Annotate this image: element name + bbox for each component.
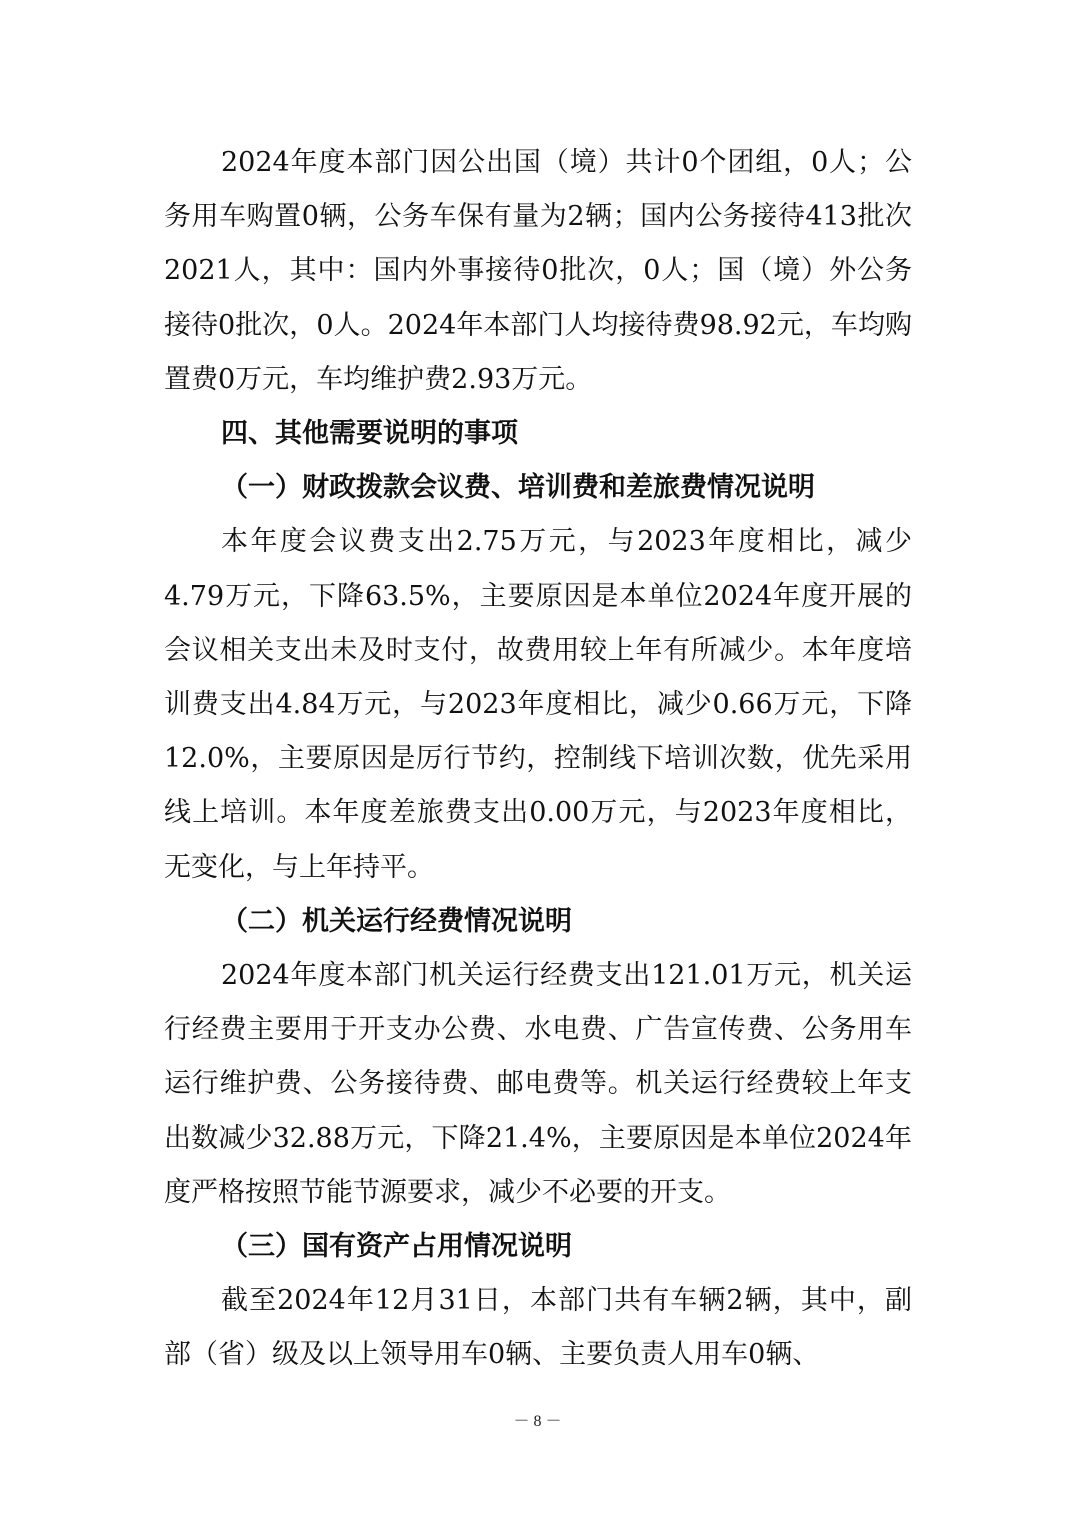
paragraph-state-assets: 截至2024年12月31日，本部门共有车辆2辆，其中，副部（省）级及以上领导用车0辆、主要负责人用车0辆、: [164, 1285, 912, 1371]
page-number: － 8 －: [513, 1413, 562, 1430]
subsection-2-title: （二）机关运行经费情况说明: [221, 905, 572, 937]
section-4-title: 四、其他需要说明的事项: [221, 418, 518, 450]
subsection-3-title: （三）国有资产占用情况说明: [221, 1231, 572, 1263]
document-body: [164, 136, 912, 1383]
paragraph-meeting-training-travel: 本年度会议费支出2.75万元，与2023年度相比，减少4.79万元，下降63.5%，主要原因是本单位2024年度开展的会议相关支出未及时支付，故费用较上年有所减少。本年度培训费支出4.84万元，与2023年度相比，减少0.66万元，下降12.0%，主要原因是厉行节约，控制线下培训次数，优先采用线上培训。本年度差旅费支出0.00万元，与2023年度相比，无变化，与上年持平。: [164, 526, 912, 883]
paragraph-official-reception: 2024年度本部门因公出国（境）共计0个团组，0人；公务用车购置0辆，公务车保有量为2辆；国内公务接待413批次2021人，其中：国内外事接待0批次，0人；国（境）外公务接待0批次，0人。2024年本部门人均接待费98.92元，车均购置费0万元，车均维护费2.93万元。: [164, 147, 912, 395]
paragraph-operating-expenses: 2024年度本部门机关运行经费支出121.01万元，机关运行经费主要用于开支办公费、水电费、广告宣传费、公务用车运行维护费、公务接待费、邮电费等。机关运行经费较上年支出数减少32.88万元，下降21.4%，主要原因是本单位2024年度严格按照节能节源要求，减少不必要的开支。: [164, 960, 912, 1208]
subsection-1-title: （一）财政拨款会议费、培训费和差旅费情况说明: [221, 472, 815, 504]
